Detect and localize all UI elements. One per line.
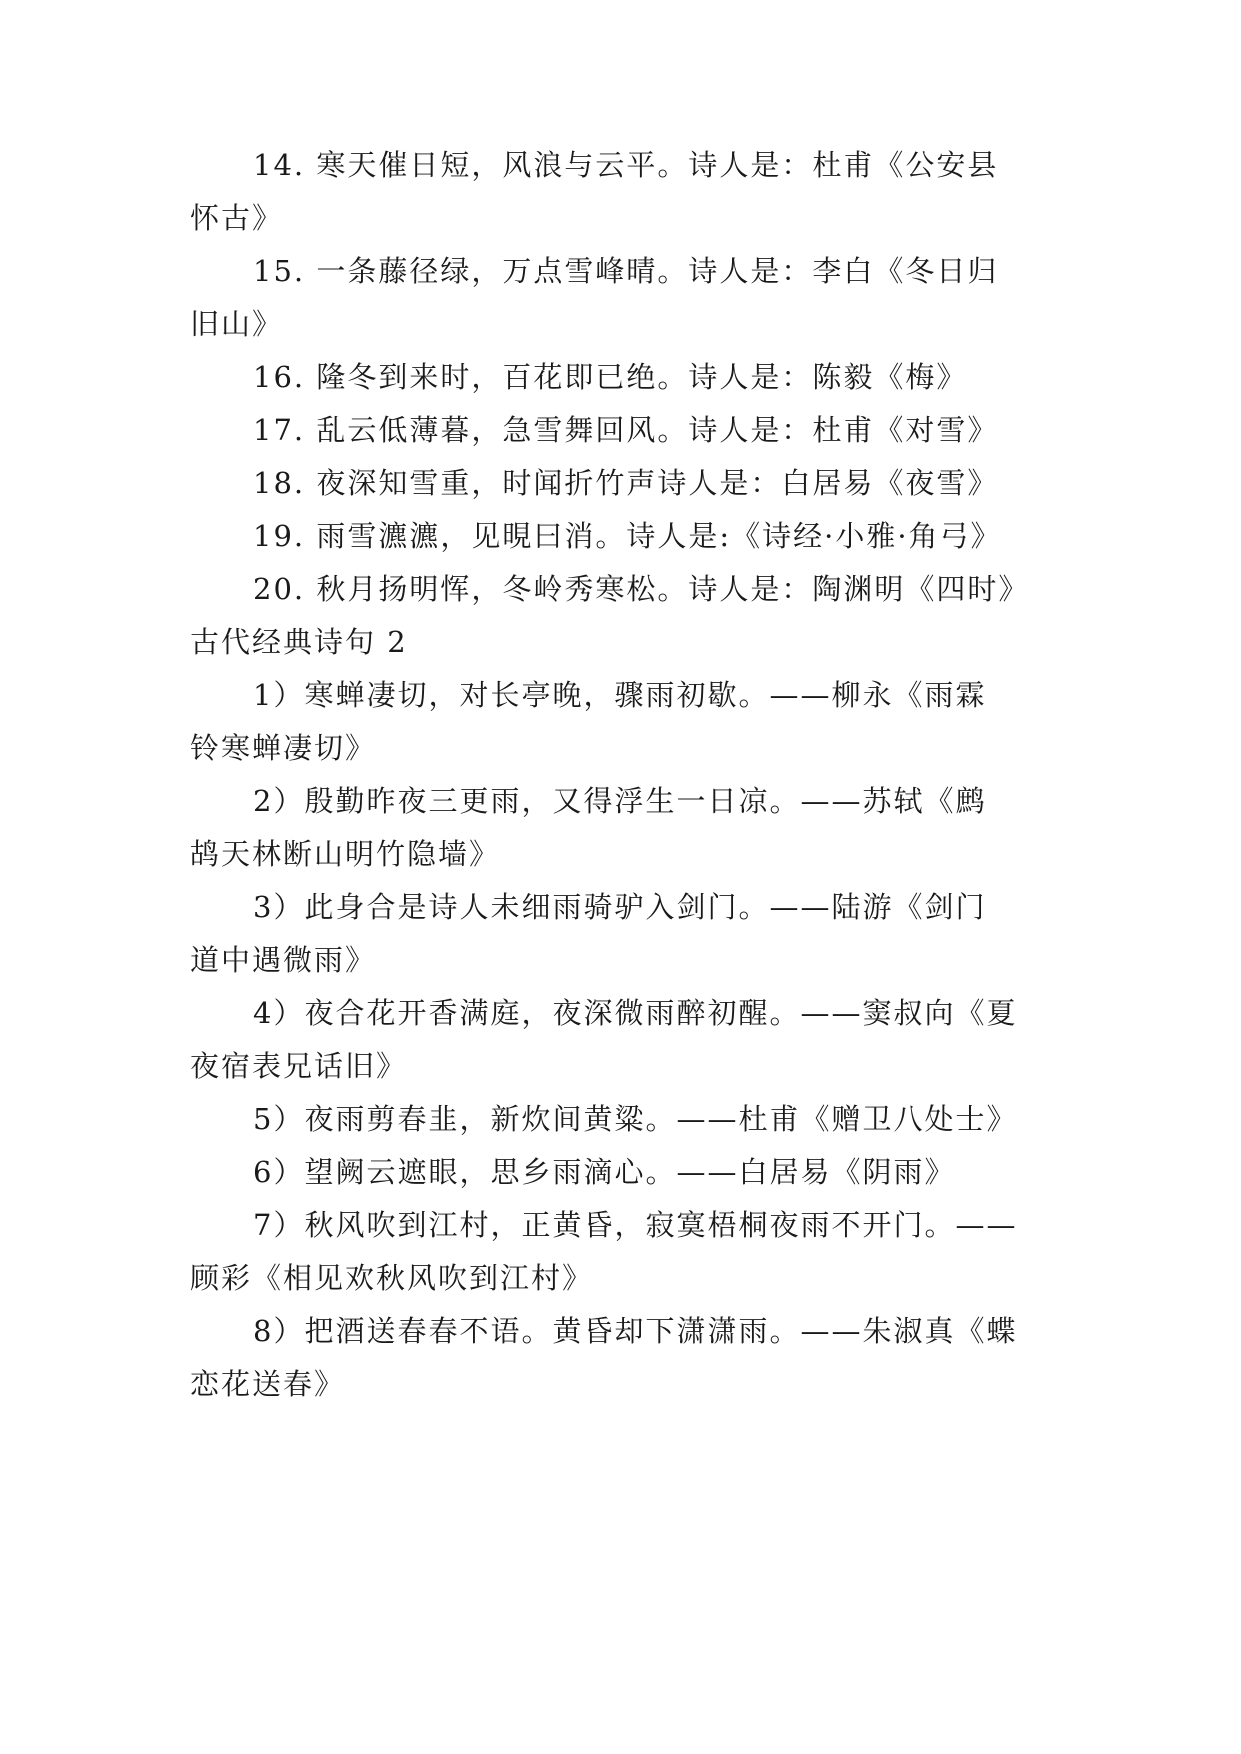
text-line: 7）秋风吹到江村，正黄昏，寂寞梧桐夜雨不开门。—— — [253, 1208, 1018, 1242]
text-line: 20. 秋月扬明恽，冬岭秀寒松。诗人是：陶渊明《四时》 — [253, 572, 1030, 606]
text-line: 铃寒蝉凄切》 — [190, 731, 377, 765]
text-line: 6）望阙云遮眼，思乡雨滴心。——白居易《阴雨》 — [253, 1155, 956, 1189]
text-line: 14. 寒天催日短，风浪与云平。诗人是：杜甫《公安县 — [253, 148, 999, 182]
text-line: 旧山》 — [190, 307, 284, 341]
text-line: 怀古》 — [190, 201, 284, 235]
text-line: 18. 夜深知雪重，时闻折竹声诗人是：白居易《夜雪》 — [253, 466, 999, 500]
text-line: 顾彩《相见欢秋风吹到江村》 — [190, 1261, 594, 1295]
text-line: 4）夜合花开香满庭，夜深微雨醉初醒。——窦叔向《夏 — [253, 996, 1018, 1030]
text-line: 2）殷勤昨夜三更雨，又得浮生一日凉。——苏轼《鹧 — [253, 784, 987, 818]
section-heading: 古代经典诗句 2 — [190, 625, 408, 659]
text-line: 16. 隆冬到来时，百花即已绝。诗人是：陈毅《梅》 — [253, 360, 968, 394]
text-line: 3）此身合是诗人未细雨骑驴入剑门。——陆游《剑门 — [253, 890, 987, 924]
text-line: 夜宿表兄话旧》 — [190, 1049, 408, 1083]
text-line: 道中遇微雨》 — [190, 943, 377, 977]
text-line: 鸪天林断山明竹隐墙》 — [190, 837, 501, 871]
text-line: 1）寒蝉凄切，对长亭晚，骤雨初歇。——柳永《雨霖 — [253, 678, 987, 712]
text-line: 19. 雨雪瀌瀌，见晛曰消。诗人是:《诗经·小雅·角弓》 — [253, 519, 1002, 553]
text-line: 5）夜雨剪春韭，新炊间黄粱。——杜甫《赠卫八处士》 — [253, 1102, 1018, 1136]
text-line: 15. 一条藤径绿，万点雪峰晴。诗人是：李白《冬日归 — [253, 254, 999, 288]
text-line: 恋花送春》 — [190, 1367, 346, 1401]
text-line: 17. 乱云低薄暮，急雪舞回风。诗人是：杜甫《对雪》 — [253, 413, 999, 447]
text-line: 8）把酒送春春不语。黄昏却下潇潇雨。——朱淑真《蝶 — [253, 1314, 1018, 1348]
